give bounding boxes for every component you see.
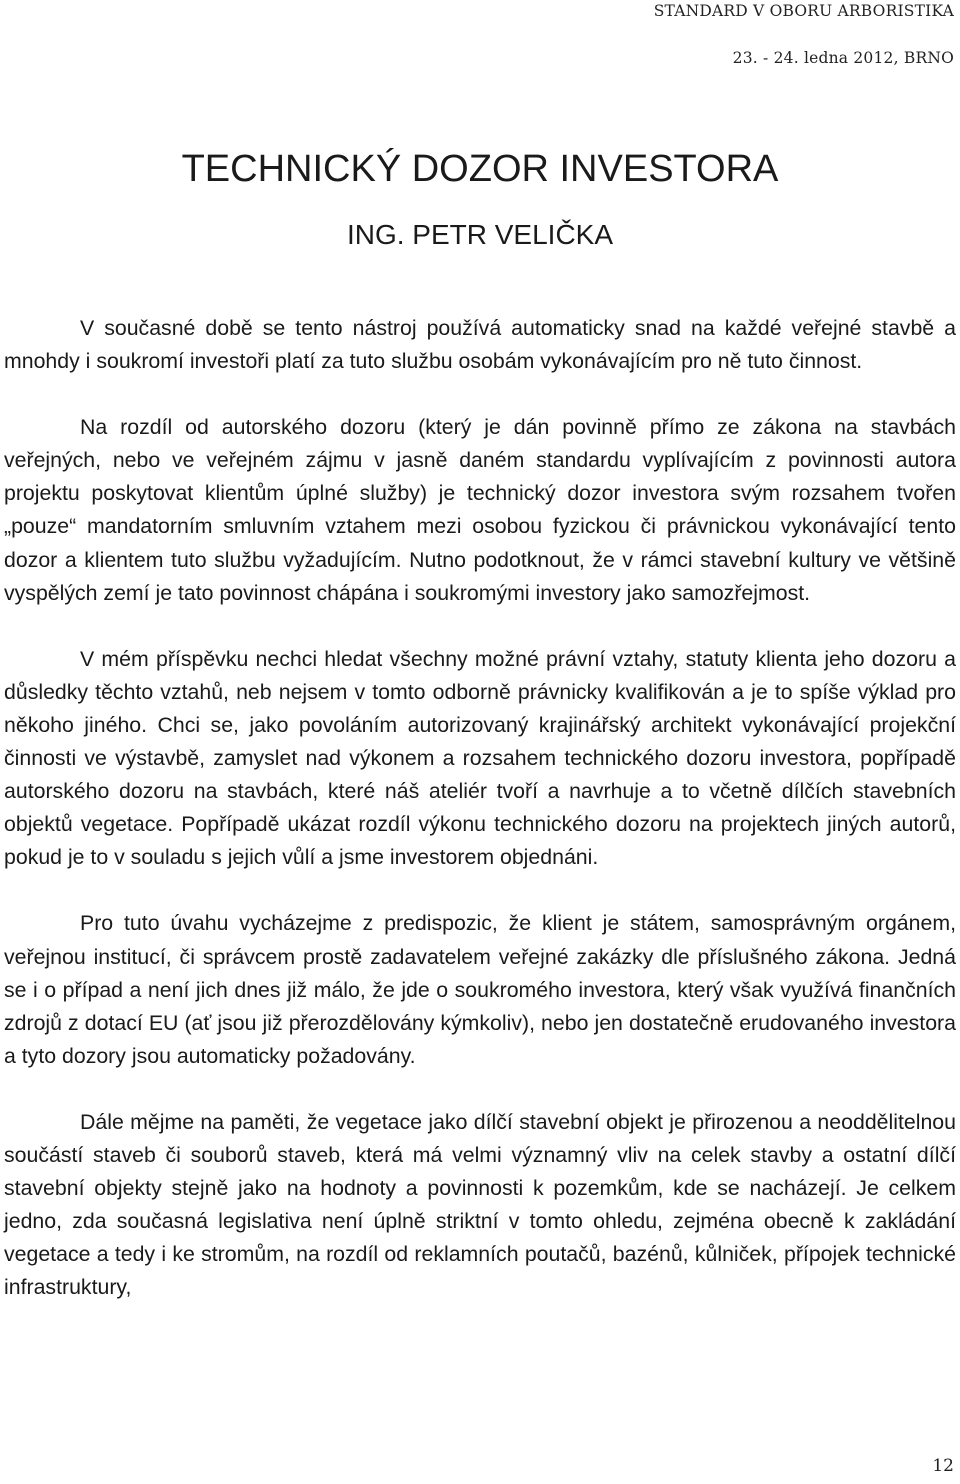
header-event-date: 23. - 24. ledna 2012, BRNO [732,49,954,67]
paragraph-2: Na rozdíl od autorského dozoru (který je dán povinně přímo ze zákona na stavbách veřejných, nebo ve veřejném zájmu v jasně daném standardu vyplívajícím z povinnosti autora projektu poskytovat klientům úplné služby) je technický dozor investora svým rozsahem tvořen „pouze“ mandatorním smluvním vztahem mezi osobou fyzickou či právnickou vykonávající tento dozor a klientem tuto službu vyžadujícím. Nutno podotknout, že v rámci stavební kultury ve většině vyspělých zemí je tato povinnost chápána i soukromými investory jako samozřejmost. [4,415,956,605]
document-body [4,312,956,1337]
paragraph-3: V mém příspěvku nechci hledat všechny možné právní vztahy, statuty klienta jeho dozoru a důsledky těchto vztahů, neb nejsem v tomto odborně právnicky kvalifikován a je to spíše výklad pro někoho jiného. Chci se, jako povoláním autorizovaný krajinářský architekt vykonávající projekční činnosti ve výstavbě, zamyslet nad výkonem a rozsahem technického dozoru investora, popřípadě autorského dozoru na stavbách, které náš ateliér tvoří a navrhuje a to včetně dílčích stavebních objektů vegetace. Popřípadě ukázat rozdíl výkonu technického dozoru na projektech jiných autorů, pokud je to v souladu s jejich vůlí a jsme investorem objednáni. [4,646,956,870]
page-number: 12 [932,1456,954,1476]
paragraph-5: Dále mějme na paměti, že vegetace jako dílčí stavební objekt je přirozenou a neoddělitelnou součástí staveb či souborů staveb, která má velmi významný vliv na celek stavby a ostatní dílčí stavební objekty stejně jako na hodnoty a povinnosti k pozemkům, kde se nacházejí. Je celkem jedno, zda současná legislativa není úplně striktní v tomto ohledu, zejména obecně k zakládání vegetace a tedy i ke stromům, na rozdíl od reklamních poutačů, bazénů, kůlniček, přípojek technické infrastruktury, [4,1109,956,1300]
document-author: ING. PETR VELIČKA [346,219,614,250]
paragraph-4: Pro tuto úvahu vycházejme z predispozic, že klient je státem, samosprávným orgánem, veřejnou institucí, či správcem prostě zadavatelem veřejné zakázky dle příslušného zákona. Jedná se i o případ a není jich dnes již málo, že jde o soukromého investora, který však využívá finančních zdrojů z dotací EU (ať jsou již přerozdělovány kýmkoliv), nebo jen dostatečně erudovaného investora a tyto dozory jsou automaticky požadovány. [4,911,956,1068]
header-event-title: STANDARD V OBORU ARBORISTIKA [653,2,954,20]
paragraph-1: V současné době se tento nástroj používá automaticky snad na každé veřejné stavbě a mnohdy i soukromí investoři platí za tuto službu osobám vykonávajícím pro ně tuto činnost. [4,316,956,374]
document-title: TECHNICKÝ DOZOR INVESTORA [181,148,779,190]
